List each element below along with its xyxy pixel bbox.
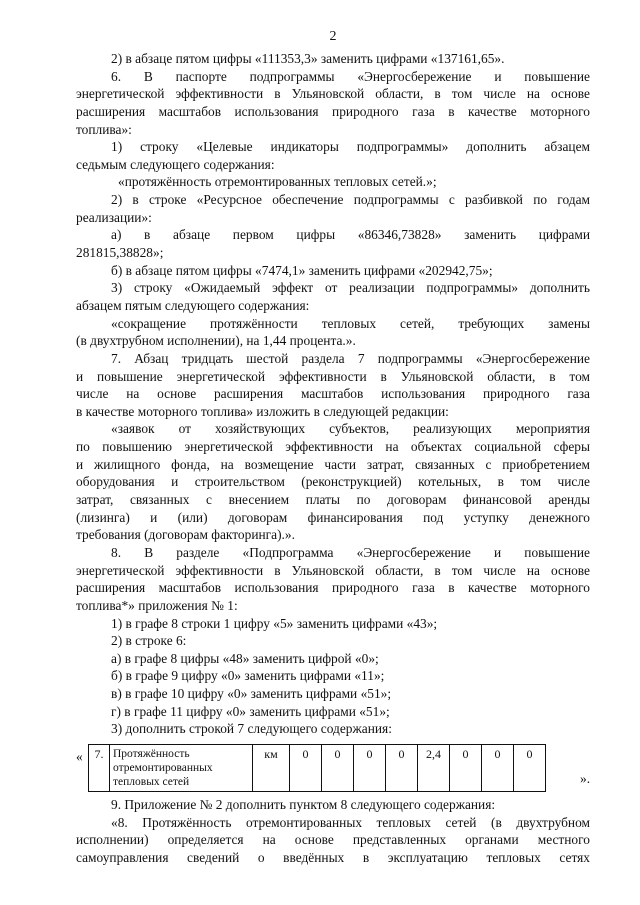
document-body <box>76 50 590 738</box>
text-line: 3) дополнить строкой 7 следующего содержания: <box>111 721 392 737</box>
text-line: седьмым следующего содержания: <box>76 156 275 172</box>
text-line: в) в графе 10 цифру «0» заменить цифрами «51»; <box>111 686 392 702</box>
closing-quote: ». <box>580 770 591 786</box>
text-line: требования (договорам факторинга).». <box>76 527 295 543</box>
text-line: энергетической эффективности в Ульяновской области, в том числе на основе <box>76 86 590 102</box>
text-line: в качестве моторного топлива» изложить в следующей редакции: <box>76 403 449 419</box>
value-cell: 0 <box>290 744 322 791</box>
table-row <box>89 744 546 791</box>
inserted-table-row <box>88 744 546 792</box>
text-line: 2) в строке «Ресурсное обеспечение подпрограммы с разбивкой по годам <box>111 192 590 208</box>
value-cell: 0 <box>322 744 354 791</box>
text-line: абзацем пятым следующего содержания: <box>76 297 310 313</box>
text-line: и жилищного фонда, на возмещение части затрат, связанных с приобретением <box>76 456 590 472</box>
page-number: 2 <box>329 29 337 44</box>
text-line: расширения масштабов использования природного газа в качестве моторного <box>76 580 590 596</box>
text-line: исполнении) определяется на основе представленных органами местного <box>76 832 590 848</box>
inserted-row-block <box>76 740 590 792</box>
row-number-cell: 7. <box>89 744 110 791</box>
text-line: а) в графе 8 цифры «48» заменить цифрой «0»; <box>111 650 379 666</box>
value-cell: 0 <box>514 744 546 791</box>
text-line: (лизинга) и (или) договорам финансирования под уступку денежного <box>76 509 590 525</box>
text-line: самоуправления сведений о введённых в эксплуатацию тепловых сетях <box>76 849 590 865</box>
text-line: по повышению энергетической эффективности на объектах социальной сферы <box>76 439 590 455</box>
text-line: и повышение энергетической эффективности в Ульяновской области, в том <box>76 368 590 384</box>
text-line: реализации»: <box>76 209 152 225</box>
value-cell: 0 <box>354 744 386 791</box>
text-line: б) в графе 9 цифру «0» заменить цифрами «11»; <box>111 668 385 684</box>
text-line: г) в графе 11 цифру «0» заменить цифрами «51»; <box>111 703 390 719</box>
value-cell: 0 <box>482 744 514 791</box>
text-line: 1) в графе 8 строки 1 цифру «5» заменить цифрами «43»; <box>111 615 438 631</box>
text-line: «сокращение протяжённости тепловых сетей, требующих замены <box>111 315 590 331</box>
text-line: «протяжённость отремонтированных тепловых сетей.»; <box>118 174 437 190</box>
text-line: «8. Протяжённость отремонтированных тепловых сетей (в двухтрубном <box>111 814 590 830</box>
text-line: 9. Приложение № 2 дополнить пунктом 8 следующего содержания: <box>111 796 496 812</box>
text-line: 3) строку «Ожидаемый эффект от реализации подпрограммы» дополнить <box>111 280 590 296</box>
text-line: 8. В разделе «Подпрограмма «Энергосбережение и повышение <box>111 544 590 560</box>
document-page <box>76 28 590 867</box>
text-line: числе на основе расширения масштабов использования природного газа <box>76 386 590 402</box>
text-line: 2) в абзаце пятом цифры «111353,3» заменить цифрами «137161,65». <box>111 51 505 66</box>
opening-quote: « <box>76 748 83 764</box>
text-line: 6. В паспорте подпрограммы «Энергосбережение и повышение <box>111 68 590 84</box>
value-cell: 0 <box>450 744 482 791</box>
text-line: топлива»: <box>76 121 132 137</box>
text-line: 7. Абзац тридцать шестой раздела 7 подпрограммы «Энергосбережение <box>111 350 590 366</box>
text-line: 2) в строке 6: <box>111 633 187 649</box>
value-cell: 0 <box>386 744 418 791</box>
indicator-name-cell: Протяжённость отремонтированных тепловых сетей <box>110 744 253 791</box>
text-line: расширения масштабов использования природного газа в качестве моторного <box>76 103 590 119</box>
document-body-continued <box>76 796 590 867</box>
text-line: а) в абзаце первом цифры «86346,73828» заменить цифрами <box>111 227 590 243</box>
text-line: «заявок от хозяйствующих субъектов, реализующих мероприятия <box>111 421 590 437</box>
text-line: оборудования и строительством (реконструкцией) котельных, в том числе <box>76 474 590 490</box>
text-line: (в двухтрубном исполнении), на 1,44 процента.». <box>76 333 356 349</box>
text-line: 1) строку «Целевые индикаторы подпрограммы» дополнить абзацем <box>111 139 590 155</box>
unit-cell: км <box>253 744 290 791</box>
text-line: 281815,38828»; <box>76 245 164 261</box>
text-line: топлива*» приложения № 1: <box>76 597 238 613</box>
value-cell: 2,4 <box>418 744 450 791</box>
text-line: энергетической эффективности в Ульяновской области, в том числе на основе <box>76 562 590 578</box>
text-line: б) в абзаце пятом цифры «7474,1» заменить цифрами «202942,75»; <box>111 262 493 278</box>
text-line: затрат, связанных с внесением платы по договорам финансовой аренды <box>76 492 590 508</box>
